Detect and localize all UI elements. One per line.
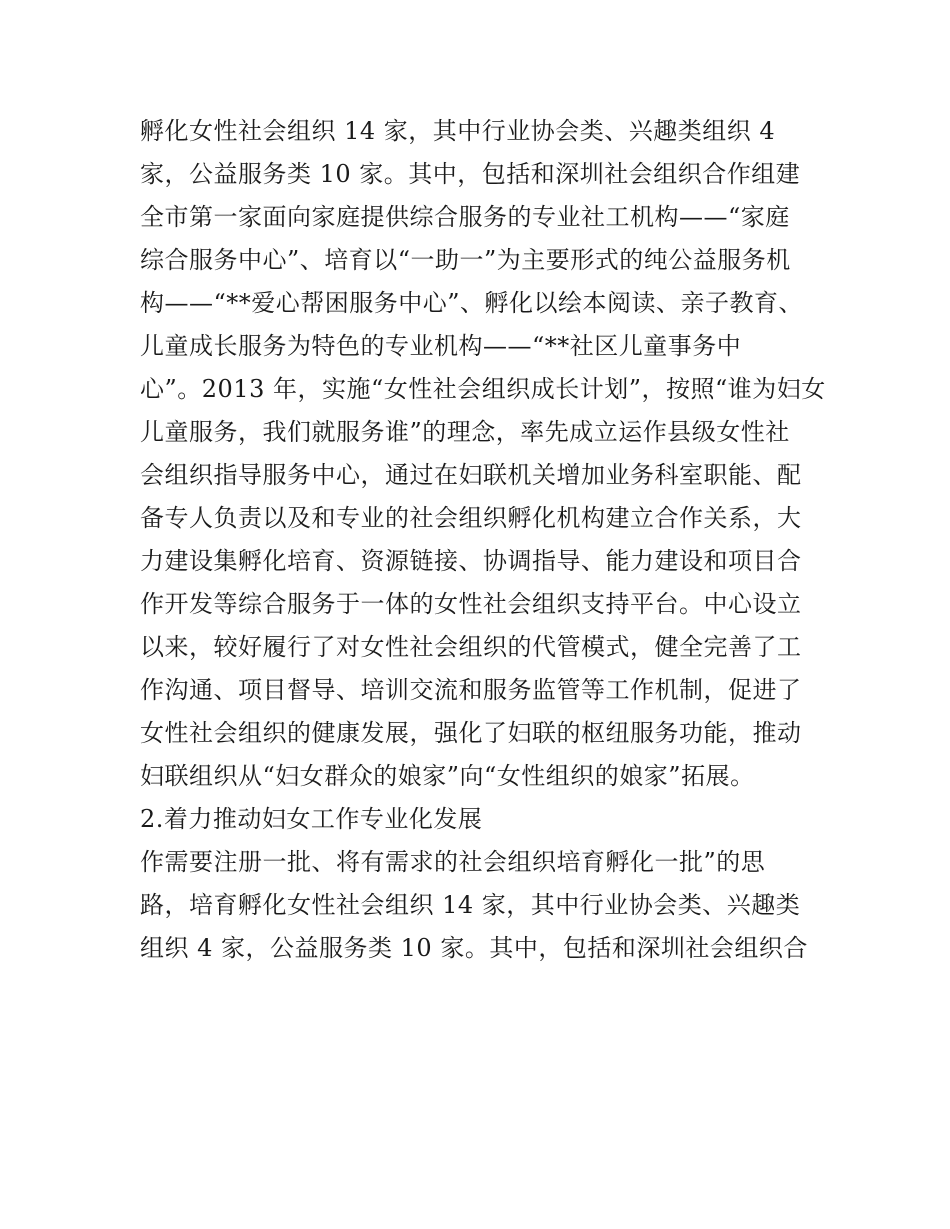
text-line: 儿童成长服务为特色的专业机构——“**社区儿童事务中 bbox=[140, 332, 742, 360]
text-line: 作沟通、项目督导、培训交流和服务监管等工作机制，促进了 bbox=[140, 676, 802, 704]
text-line: 儿童服务，我们就服务谁”的理念，率先成立运作县级女性社 bbox=[140, 418, 790, 446]
text-line: 力建设集孵化培育、资源链接、协调指导、能力建设和项目合 bbox=[140, 547, 802, 575]
text-line: 作需要注册一批、将有需求的社会组织培育孵化一批”的思 bbox=[140, 848, 766, 876]
text-line: 作开发等综合服务于一体的女性社会组织支持平台。中心设立 bbox=[140, 590, 802, 618]
text-line: 孵化女性社会组织 14 家，其中行业协会类、兴趣类组织 4 bbox=[140, 117, 776, 145]
text-line: 心”。2013 年，实施“女性社会组织成长计划”，按照“谁为妇女 bbox=[140, 375, 826, 403]
text-line: 组织 4 家，公益服务类 10 家。其中，包括和深圳社会组织合 bbox=[140, 934, 808, 962]
text-line: 会组织指导服务中心，通过在妇联机关增加业务科室职能、配 bbox=[140, 461, 802, 489]
text-line: 家，公益服务类 10 家。其中，包括和深圳社会组织合作组建 bbox=[140, 160, 801, 188]
text-line: 全市第一家面向家庭提供综合服务的专业社工机构——“家庭 bbox=[140, 203, 790, 231]
text-line: 以来，较好履行了对女性社会组织的代管模式，健全完善了工 bbox=[140, 633, 802, 661]
text-line: 综合服务中心”、培育以“一助一”为主要形式的纯公益服务机 bbox=[140, 246, 791, 274]
text-line: 妇联组织从“妇女群众的娘家”向“女性组织的娘家”拓展。 bbox=[140, 762, 755, 790]
text-line: 路，培育孵化女性社会组织 14 家，其中行业协会类、兴趣类 bbox=[140, 891, 801, 919]
text-line: 女性社会组织的健康发展，强化了妇联的枢纽服务功能，推动 bbox=[140, 719, 802, 747]
text-line: 构——“**爱心帮困服务中心”、孵化以绘本阅读、亲子教育、 bbox=[140, 289, 804, 317]
section-heading: 2.着力推动妇女工作专业化发展 bbox=[140, 805, 483, 833]
body-text bbox=[140, 110, 826, 970]
text-line: 备专人负责以及和专业的社会组织孵化机构建立合作关系，大 bbox=[140, 504, 802, 532]
